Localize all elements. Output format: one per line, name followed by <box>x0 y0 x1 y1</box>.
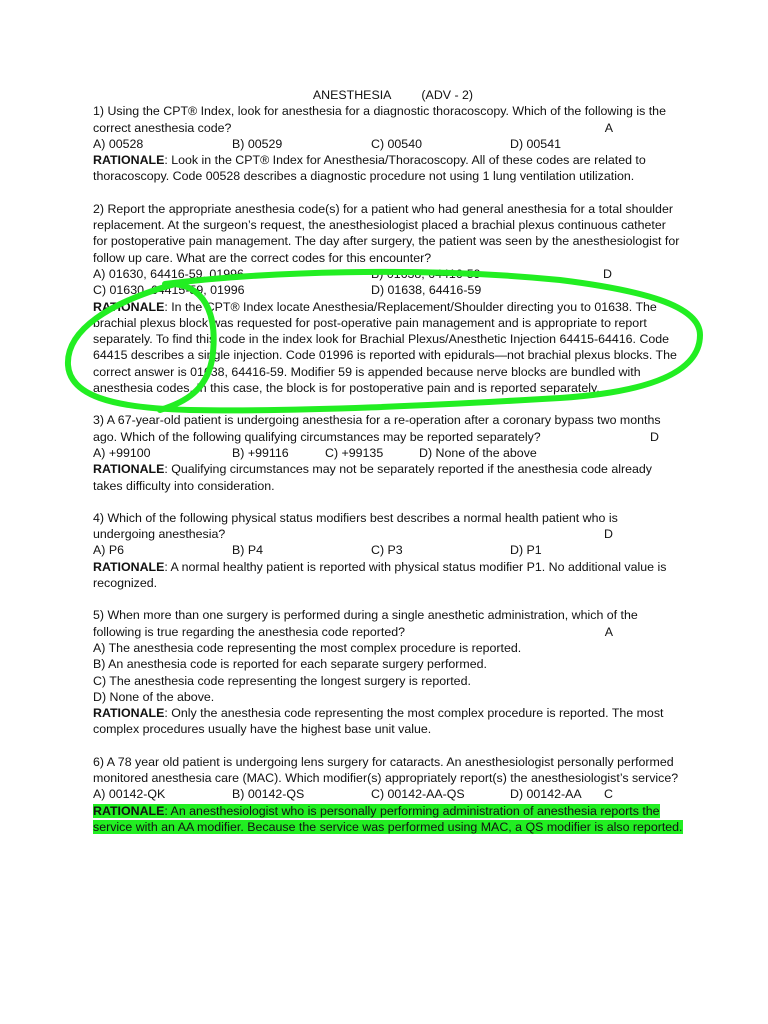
option-a: A) 00142-QK <box>93 787 166 802</box>
option-d: D) P1 <box>510 543 542 558</box>
options-row <box>93 282 683 298</box>
option-b: B) An anesthesia code is reported for each separate surgery performed. <box>93 657 487 672</box>
title-code: (ADV - 2) <box>421 88 474 102</box>
question-3 <box>93 412 683 493</box>
option-b: B) 00142-QS <box>232 787 305 802</box>
option-a: A) 00528 <box>93 136 144 151</box>
rationale: RATIONALE: Only the anesthesia code representing the most complex procedure is reported. The most complex procedures usually have the highest base unit value. <box>93 706 664 737</box>
option-d: D) 01638, 64416-59 <box>371 283 482 298</box>
page-title <box>93 87 683 103</box>
option-d: D) 00142-AA <box>510 787 582 802</box>
rationale-label: RATIONALE <box>93 299 165 314</box>
option-d: D) None of the above <box>419 445 537 460</box>
rationale: RATIONALE: In the CPT® Index locate Anesthesia/Replacement/Shoulder directing you to 01638. The brachial plexus block was requested for post-operative pain management and is appropriate to report separately. To find this code in the index look for Brachial Plexus/Anesthetic Injection 64415-64416. Code 64415 describes a single injection. Code 01996 is reported with epidurals—not brachial plexus blocks. The correct answer is 01638, 64416-59. Modifier 59 is appended because nerve blocks are bundled with anesthesia codes. In this case, the block is for postoperative pain and is reported separately. <box>93 299 677 396</box>
answer-key: C <box>604 787 613 802</box>
rationale-label: RATIONALE <box>93 706 165 721</box>
question-1 <box>93 103 683 184</box>
options-row <box>93 266 683 282</box>
options-row <box>93 786 683 802</box>
option-a: A) The anesthesia code representing the most complex procedure is reported. <box>93 640 522 655</box>
option-c: C) 00540 <box>371 136 422 151</box>
option-c: C) 00142-AA-QS <box>371 787 465 802</box>
question-text: 1) Using the CPT® Index, look for anesthesia for a diagnostic thoracoscopy. Which of the following is the correct anesthesia code? A <box>93 103 683 136</box>
rationale-highlighted: RATIONALE: An anesthesiologist who is personally performing administration of anesthesia reports the service with an AA modifier. Because the service was performed using MAC, a QS modifier is also reported. <box>93 803 683 834</box>
answer-key: A <box>604 624 613 639</box>
option-b: B) 01638, 64416-59 <box>371 266 481 281</box>
rationale-label: RATIONALE <box>93 559 165 574</box>
question-text: 2) Report the appropriate anesthesia code(s) for a patient who had general anesthesia for a total shoulder replacement. At the surgeon’s request, the anesthesiologist placed a brachial plexus continuous catheter for postoperative pain management. The day after surgery, the patient was seen by the anesthesiologist for follow up care. What are the correct codes for this encounter? <box>93 201 680 265</box>
document-page <box>93 87 683 835</box>
answer-key: A <box>604 120 613 135</box>
option-c: C) +99135 <box>325 445 384 460</box>
question-text: 4) Which of the following physical status modifiers best describes a normal health patient who is undergoing anesthesia? D <box>93 510 683 543</box>
option-b: B) 00529 <box>232 136 283 151</box>
question-text: 3) A 67-year-old patient is undergoing anesthesia for a re-operation after a coronary bypass two months ago. Which of the following qualifying circumstances may be reported separately? D <box>93 412 683 445</box>
option-c: C) 01630, 64415-59, 01996 <box>93 283 245 298</box>
question-text: 6) A 78 year old patient is undergoing lens surgery for cataracts. An anesthesiologist personally performed monitored anesthesia care (MAC). Which modifier(s) appropriately report(s) the anesthesiologist’s service? C <box>93 754 683 787</box>
question-5 <box>93 607 683 737</box>
options-row <box>93 542 683 558</box>
question-4 <box>93 510 683 591</box>
rationale: RATIONALE: A normal healthy patient is reported with physical status modifier P1. No additional value is recognized. <box>93 559 667 591</box>
option-c: C) The anesthesia code representing the longest surgery is reported. <box>93 673 471 688</box>
title-subject: ANESTHESIA <box>312 88 392 102</box>
answer-key: D <box>604 527 613 542</box>
option-b: B) +99116 <box>232 445 289 460</box>
options-row <box>93 445 683 461</box>
answer-key: D <box>650 429 659 444</box>
option-d: D) None of the above. <box>93 689 215 704</box>
option-a: A) P6 <box>93 543 124 558</box>
option-c: C) P3 <box>371 543 403 558</box>
question-6 <box>93 754 683 835</box>
rationale-label: RATIONALE <box>93 153 165 168</box>
rationale: RATIONALE: Look in the CPT® Index for Anesthesia/Thoracoscopy. All of these codes are related to thoracoscopy. Code 00528 describes a diagnostic procedure not using 1 lung ventilation utilization. <box>93 153 646 184</box>
option-a: A) 01630, 64416-59, 01996 <box>93 266 244 281</box>
question-2 <box>93 201 683 397</box>
option-b: B) P4 <box>232 543 263 558</box>
rationale: RATIONALE: Qualifying circumstances may not be separately reported if the anesthesia code already takes difficulty into consideration. <box>93 462 652 493</box>
question-text: 5) When more than one surgery is performed during a single anesthetic administration, which of the following is true regarding the anesthesia code reported? A <box>93 607 683 640</box>
options-row <box>93 136 683 152</box>
rationale-label: RATIONALE <box>93 803 165 818</box>
option-a: A) +99100 <box>93 445 151 460</box>
rationale-label: RATIONALE <box>93 462 165 477</box>
answer-key: D <box>603 266 612 281</box>
option-d: D) 00541 <box>510 136 561 151</box>
